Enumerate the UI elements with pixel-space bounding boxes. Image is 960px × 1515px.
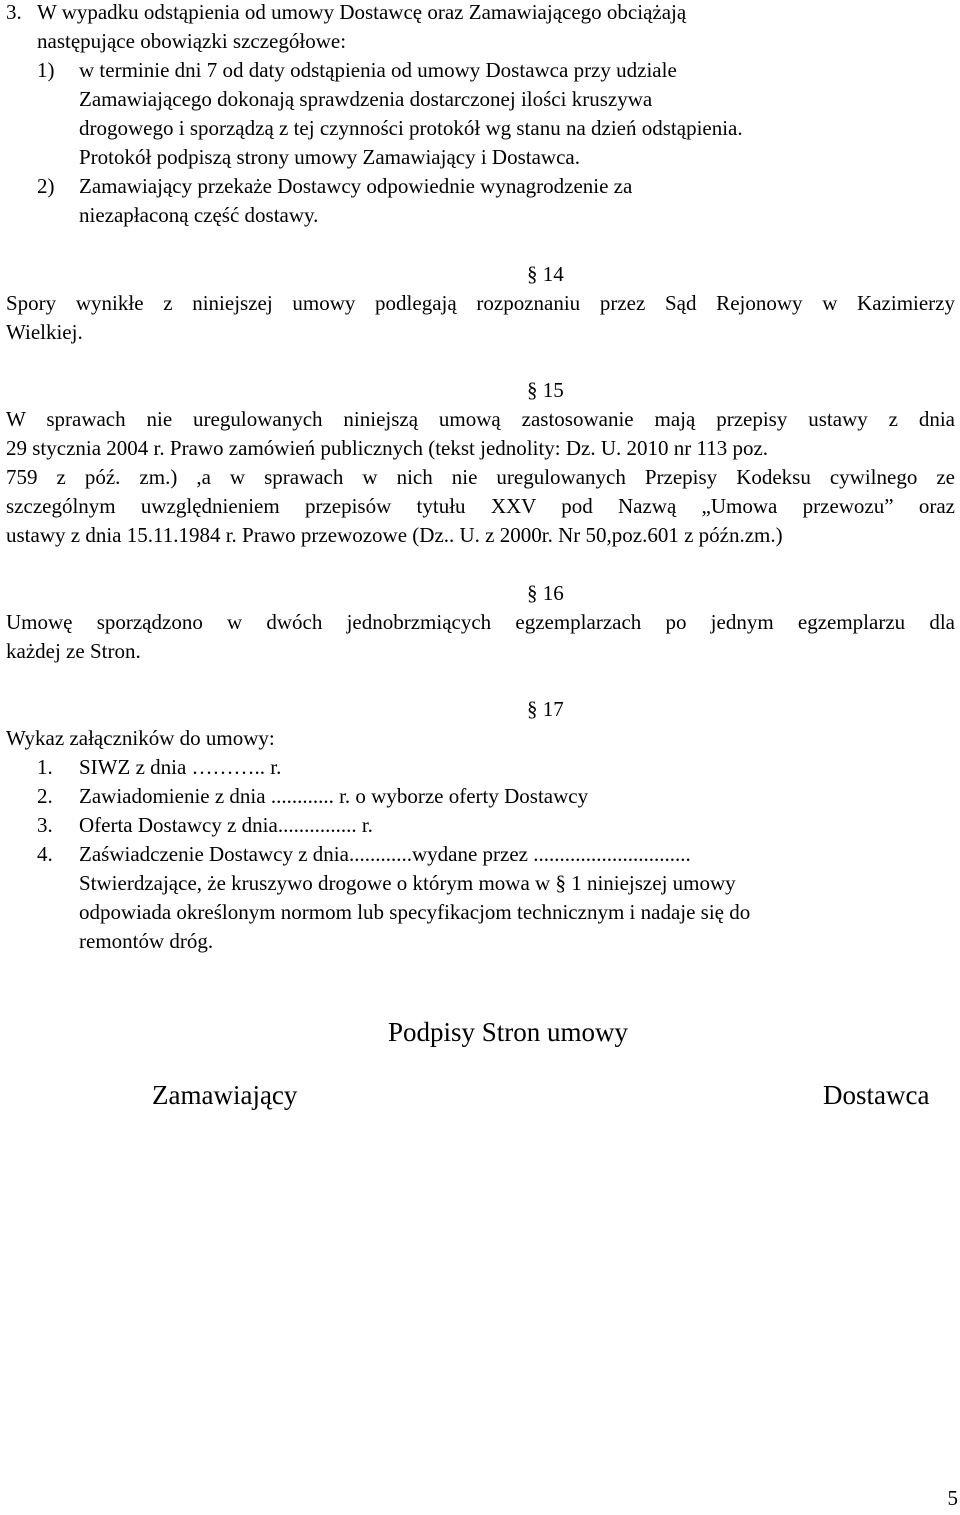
attachment-text: odpowiada określonym normom lub specyfikacjom technicznym i nadaje się do: [79, 900, 751, 924]
subitem-text: niezapłaconą część dostawy.: [79, 203, 319, 227]
paragraph-line: 29 stycznia 2004 r. Prawo zamówień publicznych (tekst jednolity: Dz. U. 2010 nr 113 poz.: [6, 436, 769, 460]
page-number: 5: [947, 1486, 958, 1510]
paragraph-line: Wielkiej.: [6, 320, 83, 344]
subitem-text: drogowego i sporządzą z tej czynności protokół wg stanu na dzień odstąpienia.: [79, 116, 743, 140]
signature-right-label: Dostawca: [823, 1080, 930, 1110]
attachment-number: 4.: [37, 842, 53, 866]
signature-left-label: Zamawiający: [152, 1080, 298, 1110]
attachments-intro: Wykaz załączników do umowy:: [6, 726, 275, 750]
section-heading: § 16: [527, 581, 564, 605]
attachment-number: 3.: [37, 813, 53, 837]
subitem-text: Zamawiający przekaże Dostawcy odpowiednie wynagrodzenie za: [79, 174, 633, 198]
paragraph-line: każdej ze Stron.: [6, 639, 141, 663]
subitem-text: Protokół podpiszą strony umowy Zamawiający i Dostawca.: [79, 145, 580, 169]
item-text: W wypadku odstąpienia od umowy Dostawcę oraz Zamawiającego obciążają: [37, 0, 687, 24]
attachment-text: Stwierdzające, że kruszywo drogowe o którym mowa w § 1 niniejszej umowy: [79, 871, 736, 895]
paragraph-line: Spory wynikłe z niniejszej umowy podlegają rozpoznaniu przez Sąd Rejonowy w Kazimierzy: [6, 291, 955, 315]
attachment-number: 1.: [37, 755, 53, 779]
paragraph-line: Umowę sporządzono w dwóch jednobrzmiących egzemplarzach po jednym egzemplarzu dla: [6, 610, 955, 634]
attachment-text: SIWZ z dnia ……….. r.: [79, 755, 282, 779]
subitem-text: w terminie dni 7 od daty odstąpienia od umowy Dostawca przy udziale: [79, 58, 677, 82]
paragraph-line: 759 z póź. zm.) ,a w sprawach w nich nie uregulowanych Przepisy Kodeksu cywilnego ze: [6, 465, 955, 489]
paragraph-line: ustawy z dnia 15.11.1984 r. Prawo przewozowe (Dz.. U. z 2000r. Nr 50,poz.601 z późn.zm.): [6, 523, 783, 547]
subitem-number: 2): [37, 174, 55, 198]
section-heading: § 15: [527, 378, 564, 402]
section-heading: § 14: [527, 262, 564, 286]
item-number: 3.: [6, 0, 22, 24]
item-text: następujące obowiązki szczegółowe:: [37, 29, 347, 53]
attachment-text: Oferta Dostawcy z dnia............... r.: [79, 813, 373, 837]
attachment-text: remontów dróg.: [79, 929, 214, 953]
subitem-text: Zamawiającego dokonają sprawdzenia dostarczonej ilości kruszywa: [79, 87, 653, 111]
section-heading: § 17: [527, 697, 564, 721]
paragraph-line: W sprawach nie uregulowanych niniejszą umową zastosowanie mają przepisy ustawy z dnia: [6, 407, 955, 431]
signatures-title: Podpisy Stron umowy: [388, 1017, 629, 1047]
paragraph-line: szczególnym uwzględnieniem przepisów tytułu XXV pod Nazwą „Umowa przewozu” oraz: [6, 494, 955, 518]
attachment-text: Zaświadczenie Dostawcy z dnia............wydane przez ..............................: [79, 842, 691, 866]
attachment-number: 2.: [37, 784, 53, 808]
attachment-text: Zawiadomienie z dnia ............ r. o wyborze oferty Dostawcy: [79, 784, 589, 808]
subitem-number: 1): [37, 58, 55, 82]
